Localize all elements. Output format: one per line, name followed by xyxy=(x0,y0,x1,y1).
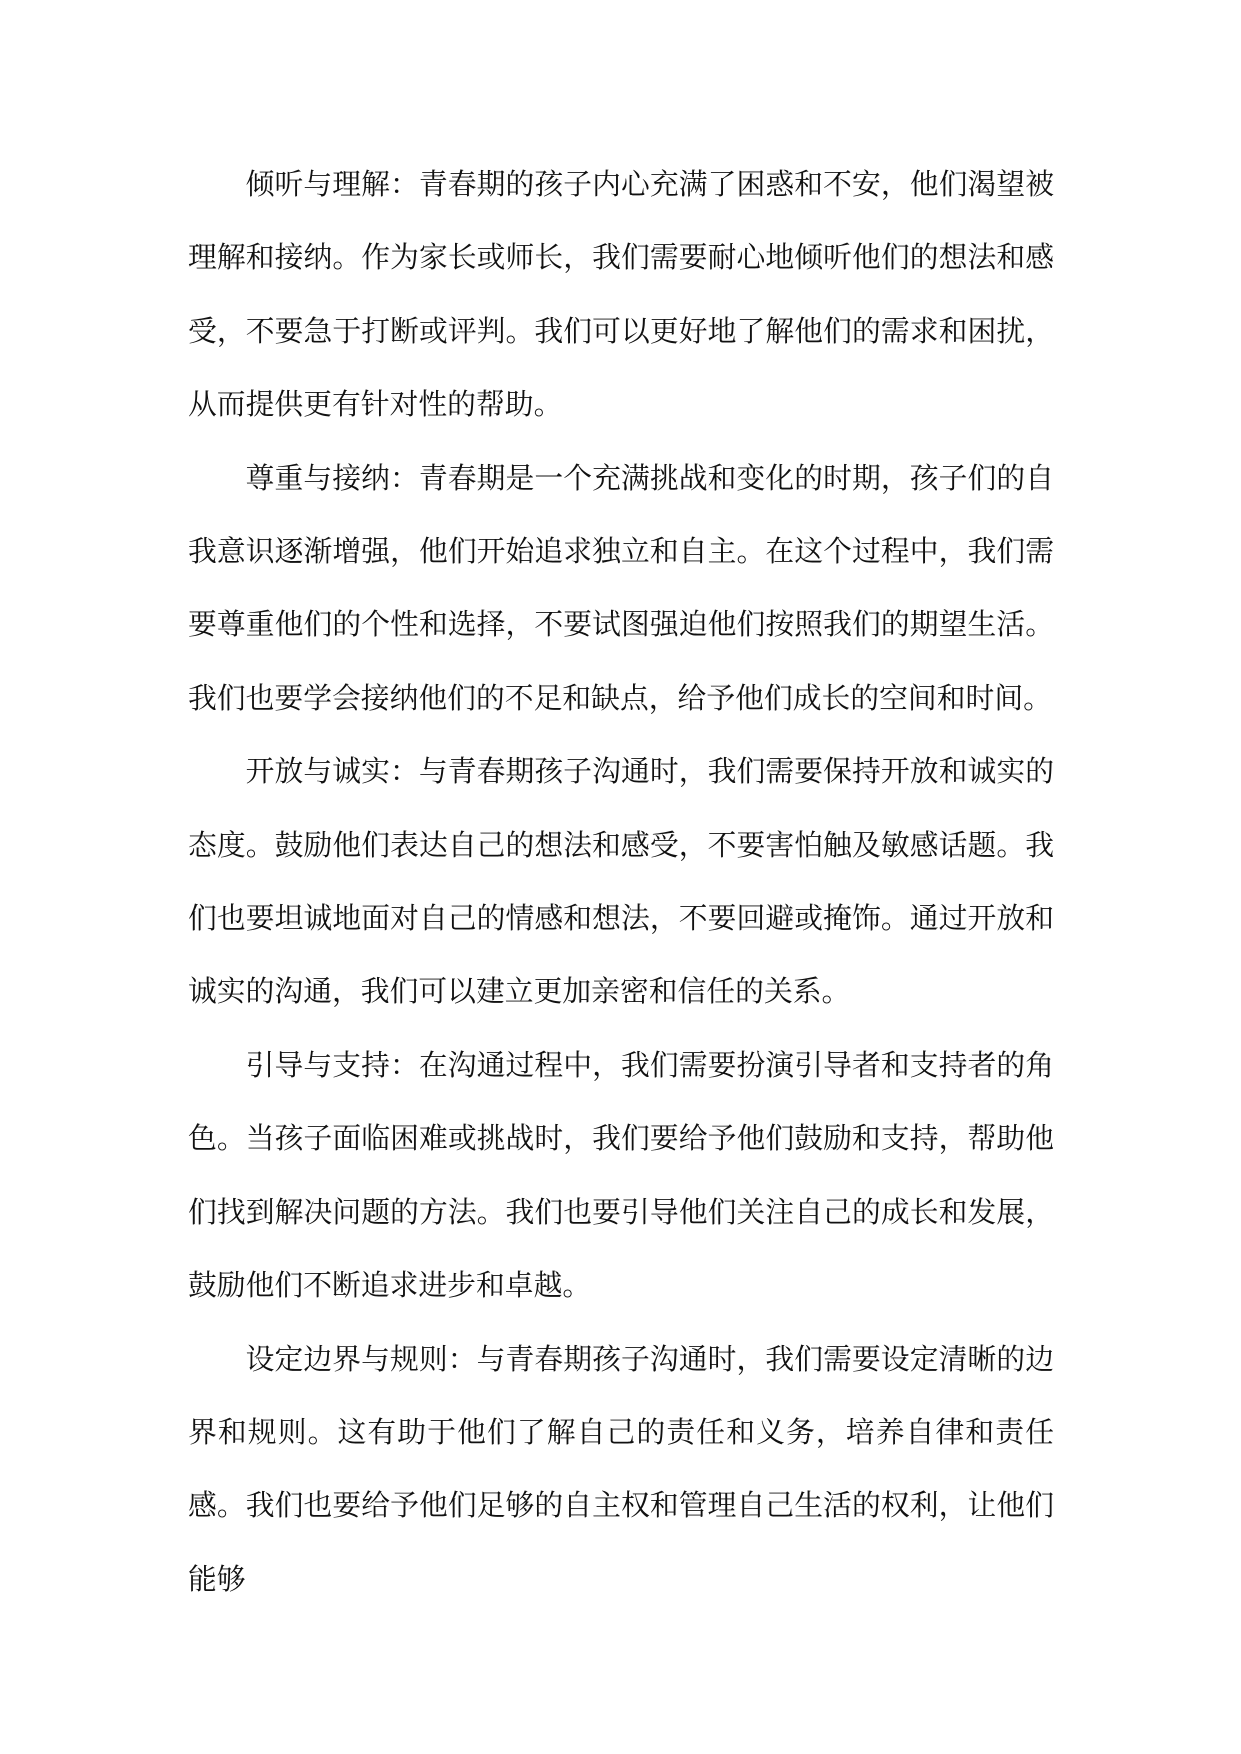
paragraph-respect: 尊重与接纳：青春期是一个充满挑战和变化的时期，孩子们的自我意识逐渐增强，他们开始追求独立和自主。在这个过程中，我们需要尊重他们的个性和选择，不要试图强迫他们按照我们的期望生活。我们也要学会接纳他们的不足和缺点，给予他们成长的空间和时间。 xyxy=(188,460,1054,715)
paragraph-listening: 倾听与理解：青春期的孩子内心充满了困惑和不安，他们渴望被理解和接纳。作为家长或师长，我们需要耐心地倾听他们的想法和感受，不要急于打断或评判。我们可以更好地了解他们的需求和困扰，从而提供更有针对性的帮助。 xyxy=(188,167,1054,422)
paragraph-openness: 开放与诚实：与青春期孩子沟通时，我们需要保持开放和诚实的态度。鼓励他们表达自己的想法和感受，不要害怕触及敏感话题。我们也要坦诚地面对自己的情感和想法，不要回避或掩饰。通过开放和诚实的沟通，我们可以建立更加亲密和信任的关系。 xyxy=(188,754,1054,1009)
paragraph-guidance: 引导与支持：在沟通过程中，我们需要扮演引导者和支持者的角色。当孩子面临困难或挑战时，我们要给予他们鼓励和支持，帮助他们找到解决问题的方法。我们也要引导他们关注自己的成长和发展，鼓励他们不断追求进步和卓越。 xyxy=(188,1047,1054,1303)
paragraph-boundaries: 设定边界与规则：与青春期孩子沟通时，我们需要设定清晰的边界和规则。这有助于他们了解自己的责任和义务，培养自律和责任感。我们也要给予他们足够的自主权和管理自己生活的权利，让他们能够 xyxy=(188,1341,1054,1596)
document-body xyxy=(188,148,1054,1616)
